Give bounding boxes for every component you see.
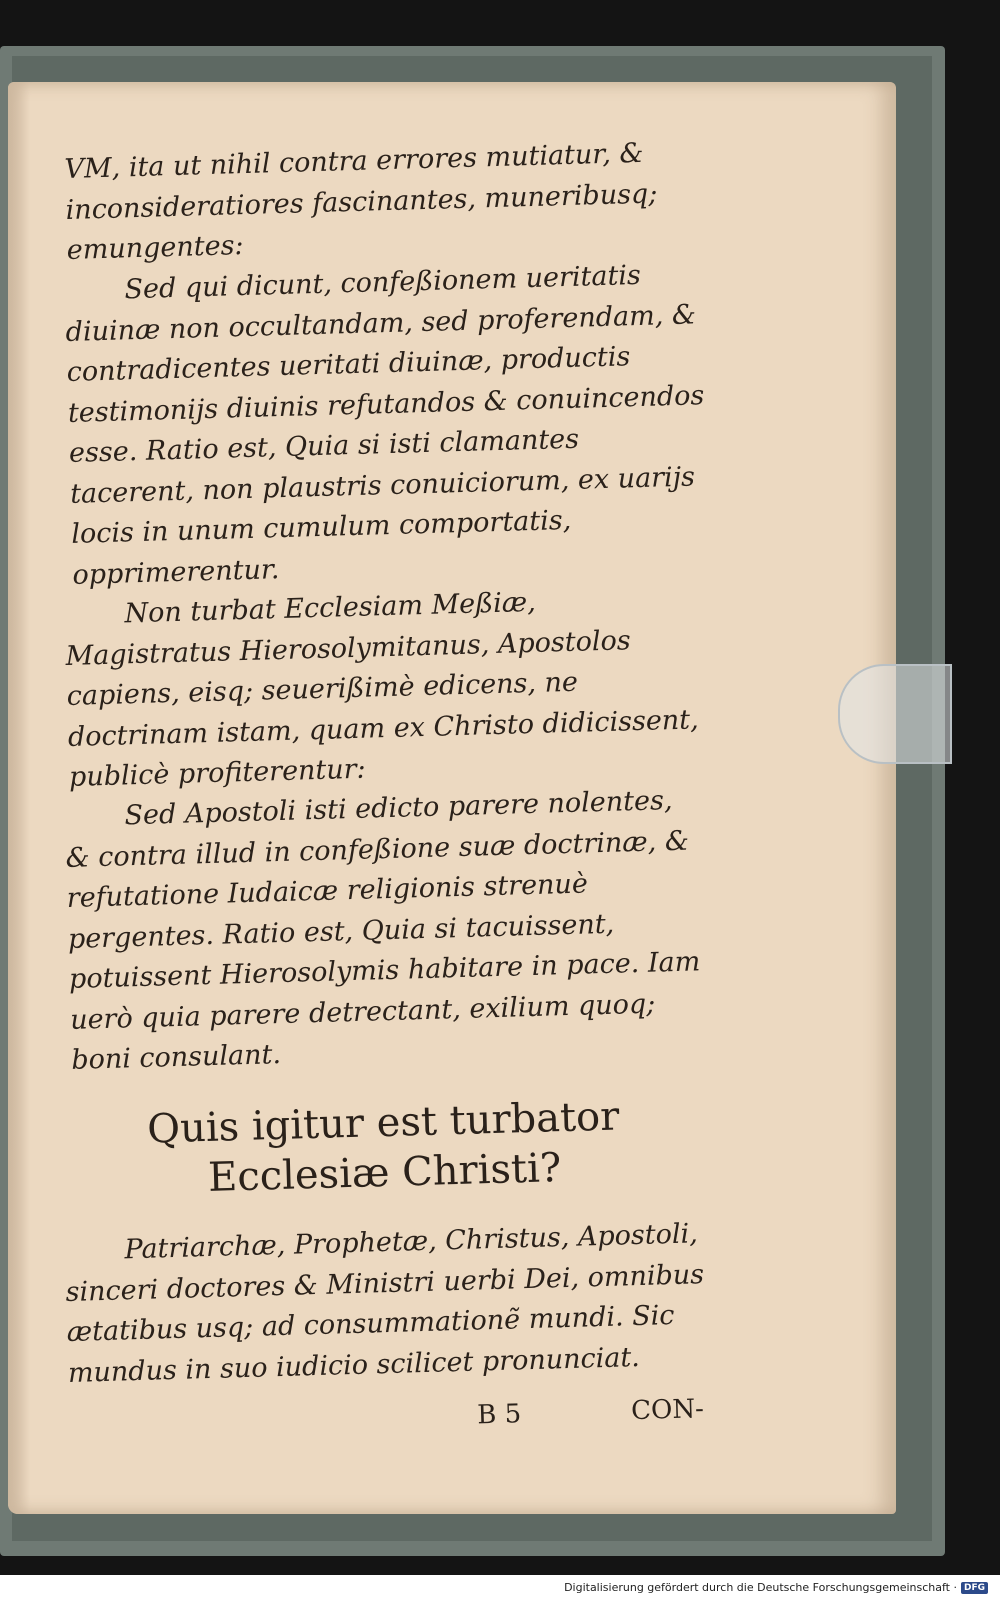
section-heading: Quis igitur est turbator Ecclesiæ Christi? [146, 1092, 620, 1201]
page-spine-shadow [8, 82, 30, 1514]
dfg-logo-icon: DFG [961, 1582, 988, 1594]
credit-text: Digitalisierung gefördert durch die Deutsche Forschungsgemeinschaft · [564, 1581, 957, 1594]
catchword: CON- [630, 1393, 705, 1426]
digitization-credit [564, 1581, 988, 1594]
page-clip [838, 664, 952, 764]
paragraph-1: VM, ita ut nihil contra errores mutiatur, & inconsideratiores fascinantes, muneribusq; emungentes: [64, 137, 658, 266]
paragraph-2: Sed qui dicunt, confeßionem ueritatis diuinæ non occultandam, sed proferendam, & contradicentes ueritati diuinæ, productis testimonijs diuinis refutandos & conuincendos esse. Ratio est, Quia si isti clamantes tacerent, non plaustris conuiciorum, ex uarijs locis in unum cumulum comportatis, opprimerentur. [65, 259, 705, 590]
signature-mark: B 5 [476, 1398, 522, 1430]
paragraph-3: Non turbat Ecclesiam Meßiæ, Magistratus Hierosolymitanus, Apostolos capiens, eisq; seuerißimè edicens, ne doctrinam istam, quam ex Christo didicissent, publicè profiterentur: [65, 586, 700, 793]
paragraph-4: Sed Apostoli isti edicto parere nolentes, & contra illud in confeßione suæ doctrinæ, & refutatione Iudaicæ religionis strenuè pergentes. Ratio est, Quia si tacuissent, potuissent Hierosolymis habitare in pace. Iam uerò quia parere detrectant, exilium quoq; boni consulant. [65, 785, 701, 1076]
page-text [64, 137, 705, 1438]
paragraph-5: Patriarchæ, Prophetæ, Christus, Apostoli, sinceri doctores & Ministri uerbi Dei, omnibus ætatibus usq; ad consummationẽ mundi. Sic mundus in suo iudicio scilicet pronunciat. [65, 1217, 705, 1388]
